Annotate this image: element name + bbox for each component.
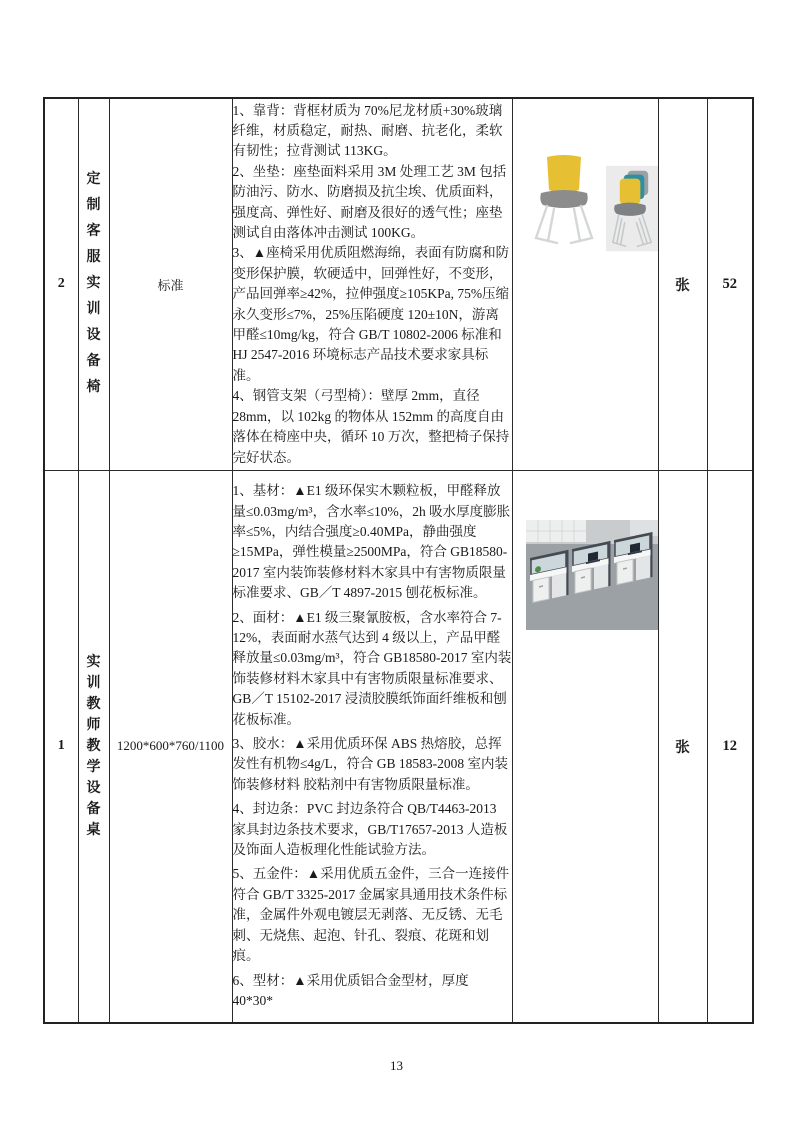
item-photo-cell [512, 98, 658, 470]
item-name-cell [78, 98, 109, 470]
chair-legs [536, 206, 592, 243]
item-photo-cell [512, 470, 658, 1023]
item-number-cell [44, 470, 78, 1023]
cubicle-module [614, 531, 653, 584]
spec-paragraph: 4、封边条：PVC 封边条符合 QB/T4463-2013 家具封边条技术要求，GB/T17657-2013 人造板及饰面人造板理化性能试验方法。 [232, 801, 508, 858]
item-spec-cell [109, 470, 232, 1023]
workstation-photo [526, 520, 659, 630]
item-description-cell [232, 470, 512, 1023]
item-number-cell [44, 98, 78, 470]
unit: 张 [675, 277, 690, 294]
table-row-desk [44, 470, 753, 1023]
item-spec-cell [109, 98, 232, 470]
quantity: 52 [722, 275, 737, 292]
item-name-cell [78, 470, 109, 1023]
chair-back [547, 155, 581, 193]
item-number: 1 [57, 738, 65, 754]
unit: 张 [675, 739, 690, 756]
spec-paragraph: 1、靠背：背框材质为 70%尼龙材质+30%玻璃纤维，材质稳定，耐热、耐磨、抗老化，柔软有韧性；拉背测试 113KG。 [232, 102, 503, 159]
chair-photo [530, 152, 598, 247]
workstation-window [630, 520, 659, 536]
table-row-chair [44, 98, 753, 470]
spec-paragraph: 6、型材：▲采用优质铝合金型材，厚度 40*30* [232, 972, 469, 1008]
spec-paragraph: 2、坐垫：座垫面料采用 3M 处理工艺 3M 包括防油污、防水、防磨损及抗尘埃、优质面料，强度高、弹性好、耐磨及很好的透气性；座垫测试自由落体冲击测试 100KG。 [232, 163, 507, 241]
item-name: 实训教师教学设备桌 [86, 654, 101, 838]
cubicle-module [572, 540, 611, 593]
unit-cell [658, 98, 707, 470]
page-number: 13 [390, 1058, 403, 1073]
unit-cell [658, 470, 707, 1023]
item-spec: 1200*600*760/1100 [116, 738, 225, 754]
stack-seat [614, 203, 646, 216]
stacked-chairs-photo [606, 165, 659, 252]
equipment-spec-table [43, 97, 754, 1024]
quantity: 12 [722, 737, 737, 754]
spec-paragraph: 3、▲座椅采用优质阻燃海绵，表面有防腐和防变形保护膜，软硬适中，回弹性好，不变形，产品回弹率≥42%，拉伸强度≥105KPa, 75%压缩永久变形≤7%，25%压陷硬度 120±10N，游离甲醛≤10mg/kg，符合 GB/T 10802-2006 标准和 HJ 2547-2016 环境标志产品技术要求家具标准。 [232, 245, 510, 383]
spec-paragraph: 1、基材：▲E1 级环保实木颗粒板，甲醛释放量≤0.03mg/m³，含水率≤10%，2h 吸水厚度膨胀率≤5%，内结合强度≥0.40MPa，静曲强度≥15MPa，弹性模量≥2500MPa，符合 GB18580-2017 室内装饰装修材料木家具中有害物质限量标准要求、GB／T 4897-2015 刨花板标准。 [232, 483, 511, 601]
item-description-cell [232, 98, 512, 470]
item-name: 定制客服实训设备椅 [86, 172, 101, 396]
spec-paragraph: 3、胶水：▲采用优质环保 ABS 热熔胶，总挥发性有机物≤4g/L，符合 GB 18583-2008 室内装饰装修材料 胶粘剂中有害物质限量标准。 [232, 736, 509, 792]
quantity-cell [707, 470, 753, 1023]
spec-paragraph: 4、钢管支架（弓型椅）：壁厚 2mm，直径 28mm，以 102kg 的物体从 152mm 的高度自由落体在椅座中央，循环 10 万次，整把椅子保持完好状态。 [232, 388, 510, 465]
item-spec: 标准 [157, 277, 184, 293]
spec-paragraph: 5、五金件：▲采用优质五金件，三合一连接件符合 GB/T 3325-2017 金属家具通用技术条件标准，金属件外观电镀层无剥落、无反锈、无毛刺、无烧焦、起泡、针孔、裂痕、花斑和划痕。 [232, 866, 510, 964]
stack-back-front [619, 179, 640, 205]
quantity-cell [707, 98, 753, 470]
spec-paragraph: 2、面材：▲E1 级三聚氰胺板，含水率符合 7-12%，表面耐水蒸气达到 4 级以上，产品甲醛释放量≤0.03mg/m³，符合 GB18580-2017 室内装饰装修材料木家具中有害物质限量标准要求、GB／T 15102-2017 浸渍胶膜纸饰面纤维板和刨花板标准。 [232, 609, 512, 727]
item-number: 2 [57, 276, 65, 292]
cubicle-module [530, 549, 569, 602]
